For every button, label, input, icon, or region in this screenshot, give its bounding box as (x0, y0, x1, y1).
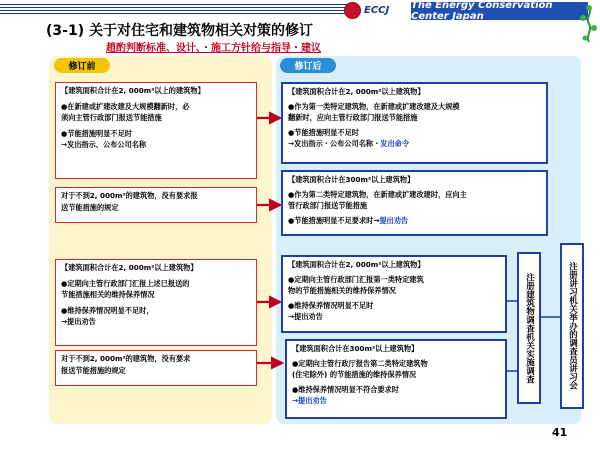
advice-highlight: 提出劝告 (379, 215, 409, 225)
logo-text: ECCJ (364, 4, 390, 16)
page-title: (3-1) 关于对住宅和建筑物相关对策的修订 (46, 23, 313, 39)
text-line: (住宅除外) 的节能措施的维持保养情况 (292, 370, 417, 379)
text-line: 【建筑面积合计在2, 000m²以上建筑物】 (61, 263, 198, 272)
before-box-large-maintenance (55, 259, 257, 346)
tag-after: 修订后 (280, 58, 336, 73)
text-line: ●在新建或扩建改建及大规模翻新时，必 (61, 101, 190, 111)
text-line (288, 138, 541, 150)
order-highlight: 发出命令 (380, 139, 410, 148)
text-line: ●节能措施明显不足时 (288, 127, 359, 137)
tag-before: 修订前 (54, 58, 110, 73)
text-line: ●定期向主管行政部门汇报上述已报送的 (61, 278, 190, 288)
text-line: →提出劝告 (61, 317, 96, 326)
text-line: 物的节能措施相关的维持保养情况 (288, 286, 396, 295)
text-line: 【建筑面积合计在300m²以上建筑物】 (292, 344, 419, 353)
text-line: ●定期向主管行政厅报告第二类特定建筑物 (292, 358, 428, 368)
text-line: ●维持保养情况明显不足时 (288, 300, 374, 310)
text-line: ●作为第二类特定建筑物，在新建或扩建改建时，应向主 (288, 189, 467, 199)
text-line: →提出劝告 (292, 396, 327, 405)
text-line: 对于不到2, 000m²的建筑物，没有要求报 (61, 191, 198, 200)
text-line: 对于不到2, 000m²的建筑物，没有要求 (61, 354, 191, 363)
text-line: ●定期向主管行政部门汇报第一类特定建筑 (288, 274, 424, 284)
text-line: 【建筑面积合计在2, 000m²以上建筑物】 (288, 260, 425, 269)
text-line: 报送节能措施的规定 (61, 365, 126, 375)
after-box-class2-maintenance (285, 339, 507, 419)
lecture-agency-box: 注册讲习机关举办的调查员讲习会 (560, 243, 584, 409)
after-box-class2-new-build (281, 170, 548, 236)
page-number: 41 (552, 426, 568, 439)
text-line: ●节能措施明显不足时 (61, 128, 132, 138)
text-line: 【建筑面积合计在300m²以上建筑物】 (288, 175, 415, 184)
text-line: →提出劝告 (288, 312, 323, 321)
text-line: 须向主管行政部门报送节能措施 (61, 113, 162, 122)
page-subtitle: 趙酌判断标准、设计、・施工方针给与指导・建议 (106, 43, 321, 54)
after-box-class1-maintenance (281, 255, 507, 333)
before-box-small-maintenance (55, 350, 257, 386)
text-line: ●作为第一类特定建筑物，在新建或扩建改建及大规模 (288, 101, 460, 111)
before-box-small-build (55, 187, 257, 223)
text-line: →发出指示、公布公司名称 (61, 140, 147, 149)
text-line: 送节能措施的规定 (61, 202, 119, 212)
order-prefix: →发出指示・公布公司名称・ (288, 139, 381, 148)
text-line: 管行政部门报送节能措施 (288, 201, 368, 210)
after-box-class1-new-build (281, 82, 548, 164)
text-line: 【建筑面积合计在2, 000m²以上建筑物】 (288, 87, 425, 96)
text-line: 节能措施相关的维持保养情况 (61, 290, 155, 299)
text-line: 翻新时，应向主管行政部门报送节能措施 (288, 113, 418, 122)
text-line: ●维持保养情况明显不足时， (61, 305, 154, 315)
before-box-large-new-build (55, 82, 257, 179)
advice-prefix: ●节能措施明显不足要求时→ (288, 215, 380, 225)
header-banner: The Energy Conservation Center Japan (411, 2, 588, 20)
text-line: 【建筑面积合计在2, 000m²以上的建筑物】 (61, 86, 205, 95)
survey-agency-box: 注册建筑物调查机关实施调查 (517, 252, 541, 404)
text-line (288, 215, 541, 227)
text-line: ●维持保养情况明显不符合要求时 (292, 384, 399, 394)
